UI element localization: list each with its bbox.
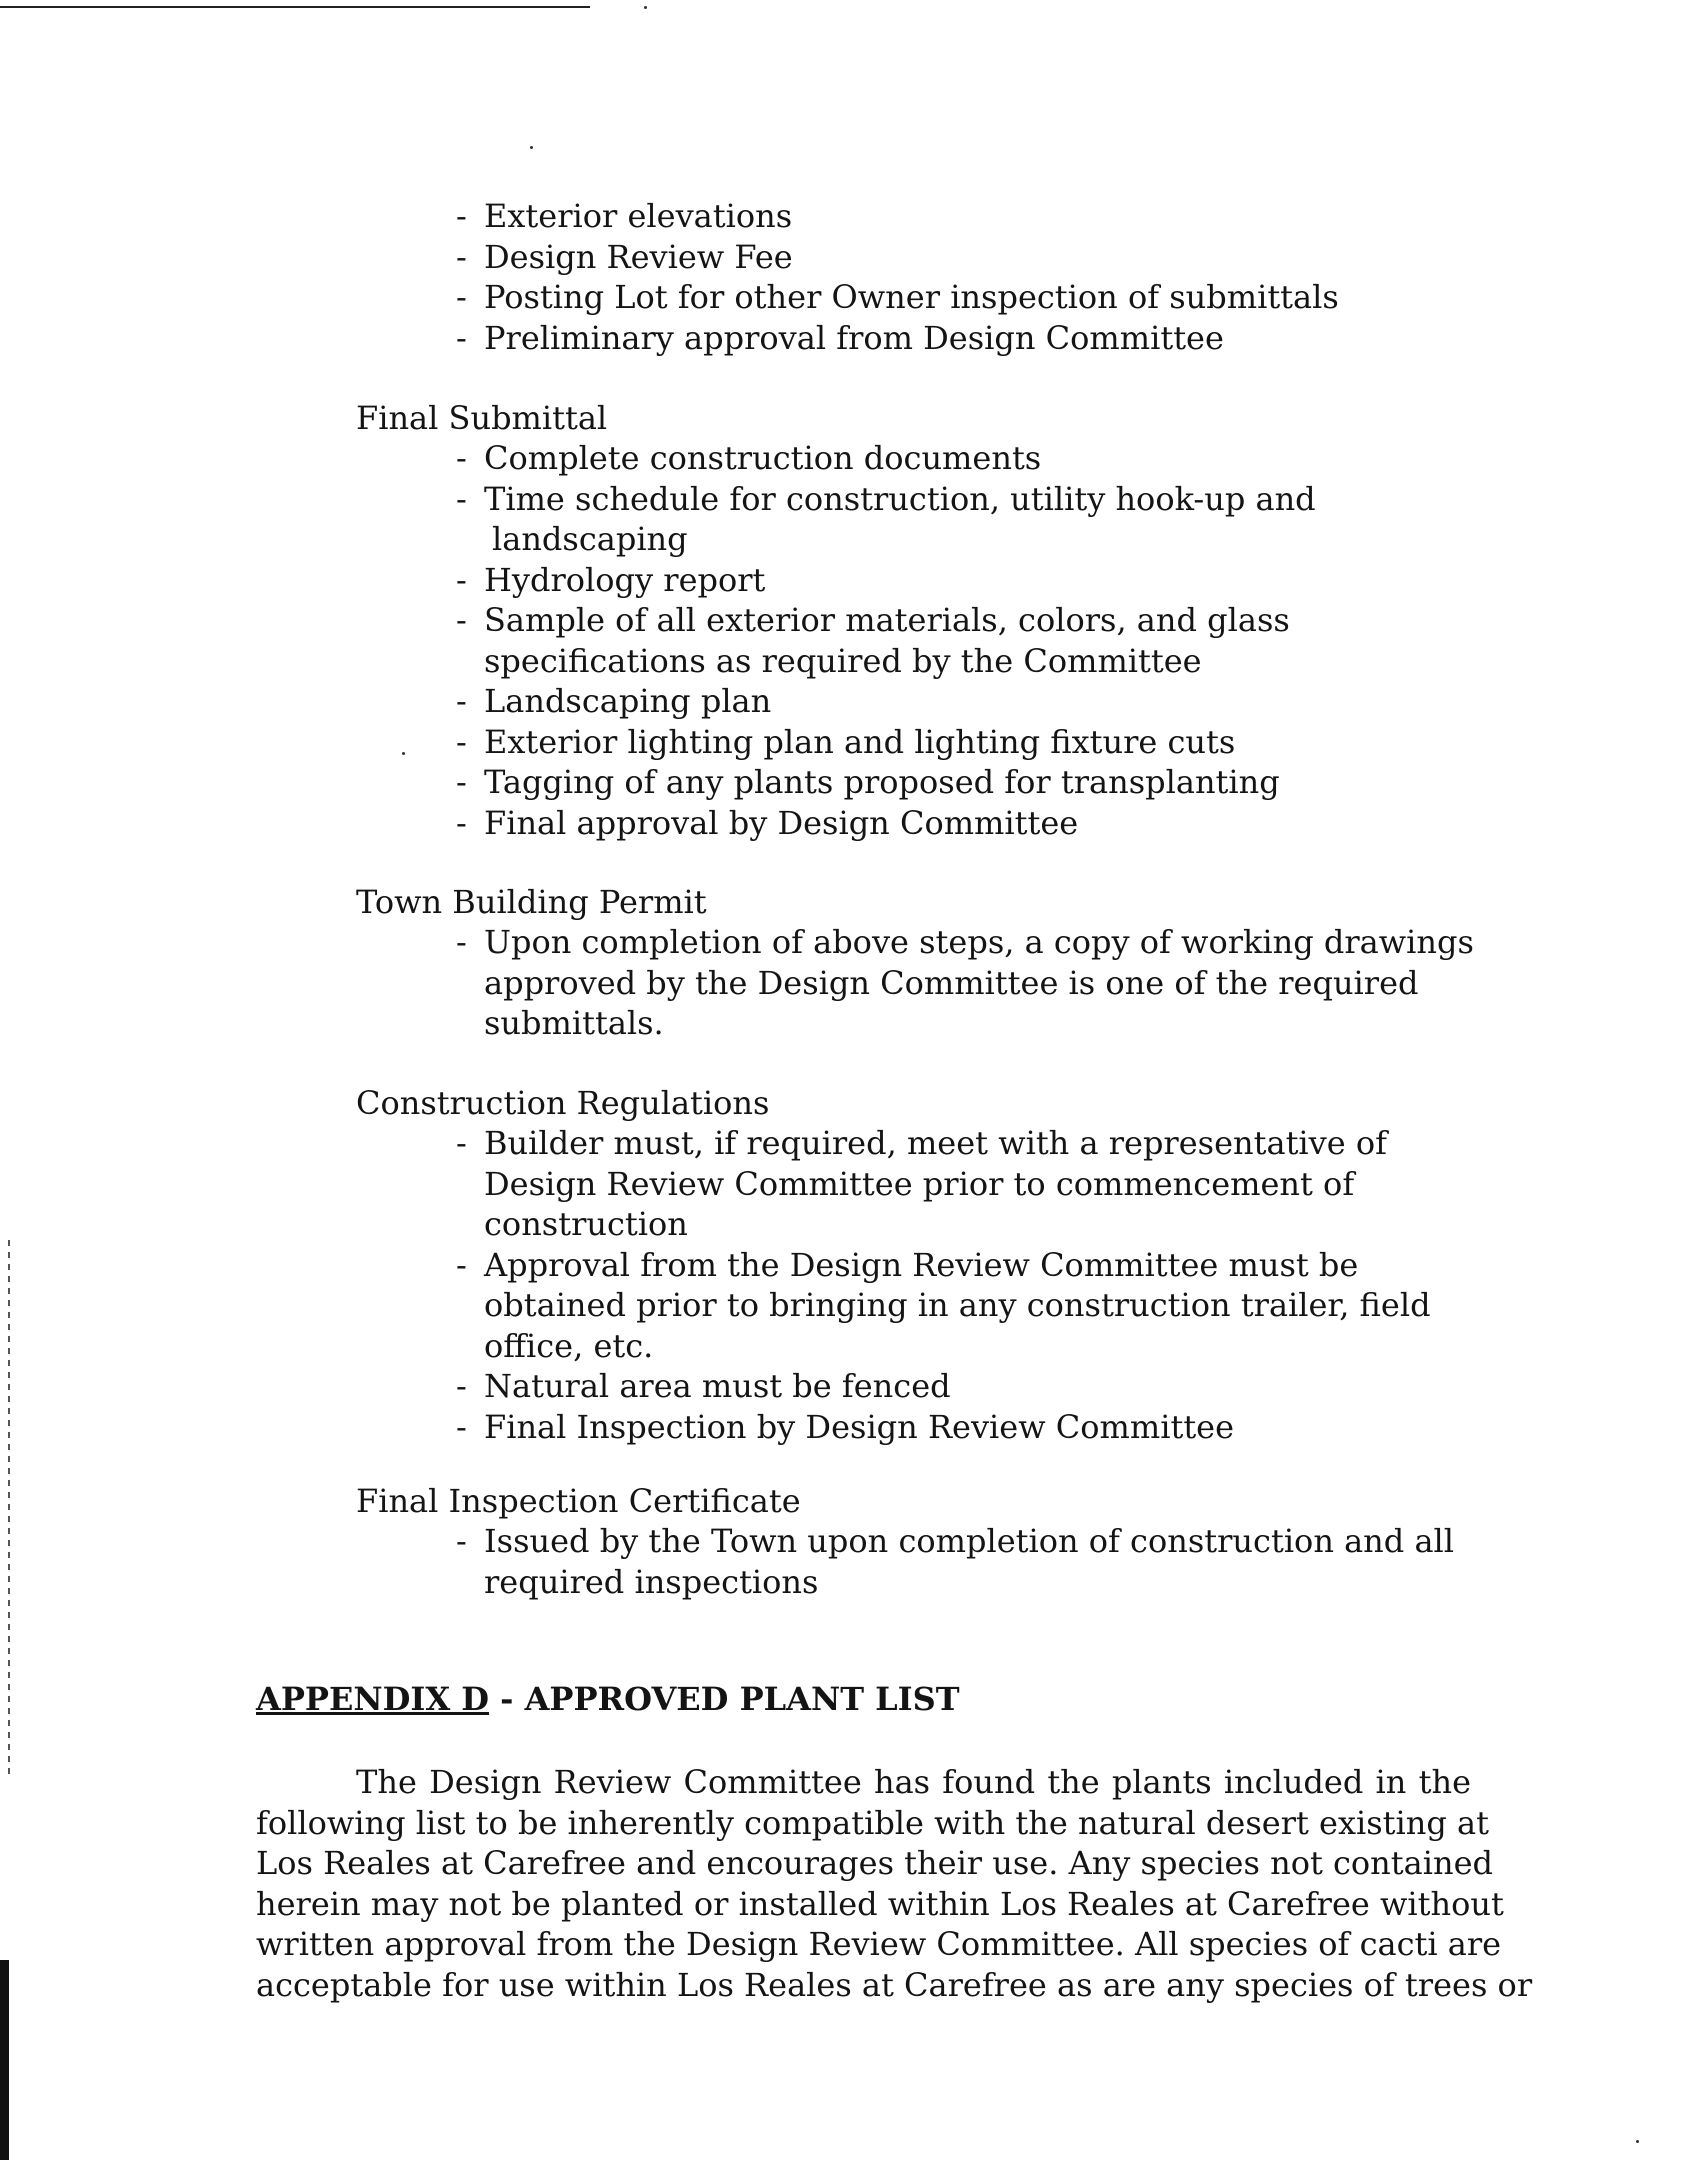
paragraph-line: acceptable for use within Los Reales at Carefree as are any species of trees or: [256, 1965, 1533, 2004]
continued-bullet-list: [452, 196, 1339, 358]
list-item: - Approval from the Design Review Committee must be obtained prior to bringing in any construction trailer, field office, etc.: [456, 1245, 1431, 1365]
appendix-separator: -: [489, 1680, 525, 1718]
list-item: - Issued by the Town upon completion of construction and all required inspections: [456, 1522, 1454, 1601]
appendix-label: APPENDIX D: [256, 1680, 490, 1718]
final-submittal-list: [452, 438, 1316, 843]
section-heading-final-submittal: Final Submittal: [356, 399, 608, 437]
paragraph-line: written approval from the Design Review Committee. All species of cacti are: [256, 1925, 1502, 1963]
paragraph-line: herein may not be planted or installed within Los Reales at Carefree without: [256, 1884, 1504, 1923]
construction-regulations-list: [452, 1123, 1431, 1447]
list-item: - Landscaping plan: [456, 682, 772, 720]
list-item: - Hydrology report: [456, 560, 766, 599]
appendix-title: APPROVED PLANT LIST: [524, 1680, 960, 1718]
list-item: - Exterior lighting plan and lighting fixture cuts: [456, 722, 1236, 761]
list-item: - Builder must, if required, meet with a representative of Design Review Committee prior to commencement of construction: [456, 1124, 1387, 1243]
scan-artifact-top-rule: [0, 6, 590, 8]
paragraph-line: The Design Review Committee has found the plants included in the: [356, 1763, 1471, 1801]
list-item: - Upon completion of above steps, a copy of working drawings approved by the Design Committee is one of the required submittals.: [456, 923, 1474, 1042]
list-item: - Exterior elevations: [456, 197, 793, 235]
town-building-permit-list: [452, 922, 1474, 1044]
section-heading-construction-regulations: Construction Regulations: [356, 1084, 770, 1122]
scan-speck: [530, 146, 533, 149]
final-inspection-certificate-list: [452, 1521, 1454, 1602]
scan-artifact-edge-bar: [0, 1960, 9, 2160]
list-item: - Sample of all exterior materials, colors, and glass specifications as required by the Committee: [456, 601, 1290, 680]
appendix-paragraph: [256, 1762, 1533, 2005]
list-item: - Preliminary approval from Design Committee: [456, 318, 1224, 357]
scan-speck: [644, 6, 647, 9]
scan-speck: [1636, 2140, 1639, 2143]
list-item: - Natural area must be fenced: [456, 1367, 951, 1405]
list-item: - Time schedule for construction, utility hook-up and landscaping: [456, 479, 1316, 558]
section-heading-town-building-permit: Town Building Permit: [356, 883, 707, 921]
list-item: - Tagging of any plants proposed for transplanting: [456, 763, 1280, 801]
appendix-heading: [256, 1679, 960, 1719]
scan-speck: [402, 752, 405, 755]
list-item: - Final Inspection by Design Review Committee: [456, 1407, 1235, 1446]
paragraph-line: following list to be inherently compatible with the natural desert existing at: [256, 1803, 1489, 1842]
list-item: - Final approval by Design Committee: [456, 803, 1079, 842]
scan-artifact-left-edge: [8, 1240, 10, 1780]
section-heading-final-inspection-certificate: Final Inspection Certificate: [356, 1482, 801, 1520]
list-item: - Complete construction documents: [456, 439, 1042, 477]
paragraph-line: Los Reales at Carefree and encourages their use. Any species not contained: [256, 1844, 1493, 1882]
list-item: - Design Review Fee: [456, 237, 793, 276]
list-item: - Posting Lot for other Owner inspection of submittals: [456, 278, 1339, 316]
